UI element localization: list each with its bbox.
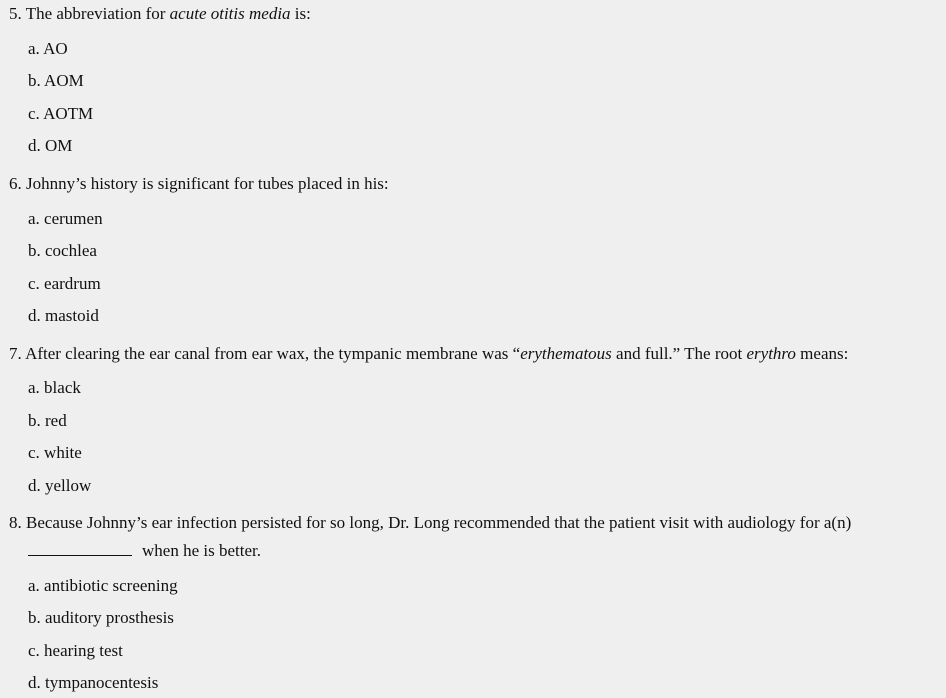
question-prompt: After clearing the ear canal from ear wax, the tympanic membrane was “: [25, 344, 521, 363]
question-prompt-italic: acute otitis media: [169, 4, 291, 23]
question-8: [9, 513, 851, 533]
question-prompt-italic: erythro: [746, 344, 796, 363]
choice-8a: a. antibiotic screening: [28, 576, 178, 595]
choice-8c: c. hearing test: [28, 641, 123, 660]
choice-5c: c. AOTM: [28, 104, 94, 123]
question-number: 6.: [9, 174, 22, 193]
question-prompt: Johnny’s history is significant for tubes placed in his:: [26, 174, 389, 193]
question-prompt: Because Johnny’s ear infection persisted for so long, Dr. Long recommended that the patient visit with audiology for a(n): [26, 513, 852, 532]
choice-7a: a. black: [28, 378, 81, 397]
question-prompt-italic: erythematous: [520, 344, 612, 363]
choice-5b: b. AOM: [28, 71, 84, 90]
choice-5a: a. AO: [28, 39, 68, 58]
question-prompt: and full.” The root: [616, 344, 743, 363]
choice-5d: d. OM: [28, 136, 73, 155]
choice-7c: c. white: [28, 443, 82, 462]
choice-6d: d. mastoid: [28, 306, 99, 325]
question-prompt: is:: [294, 4, 311, 23]
choice-8d: d. tympanocentesis: [28, 673, 159, 692]
choice-6c: c. eardrum: [28, 274, 101, 293]
question-6: [9, 174, 389, 194]
question-prompt: when he is better.: [142, 541, 261, 560]
choice-6b: b. cochlea: [28, 241, 97, 260]
choice-7d: d. yellow: [28, 476, 92, 495]
question-number: 7.: [9, 344, 22, 363]
question-8-line2: [28, 541, 261, 561]
question-number: 8.: [9, 513, 22, 532]
question-number: 5.: [9, 4, 22, 23]
question-prompt: means:: [800, 344, 849, 363]
question-prompt: The abbreviation for: [25, 4, 166, 23]
question-5: [9, 4, 311, 24]
choice-8b: b. auditory prosthesis: [28, 608, 174, 627]
answer-blank: [28, 543, 132, 556]
question-7: [9, 344, 848, 364]
choice-6a: a. cerumen: [28, 209, 103, 228]
choice-7b: b. red: [28, 411, 67, 430]
